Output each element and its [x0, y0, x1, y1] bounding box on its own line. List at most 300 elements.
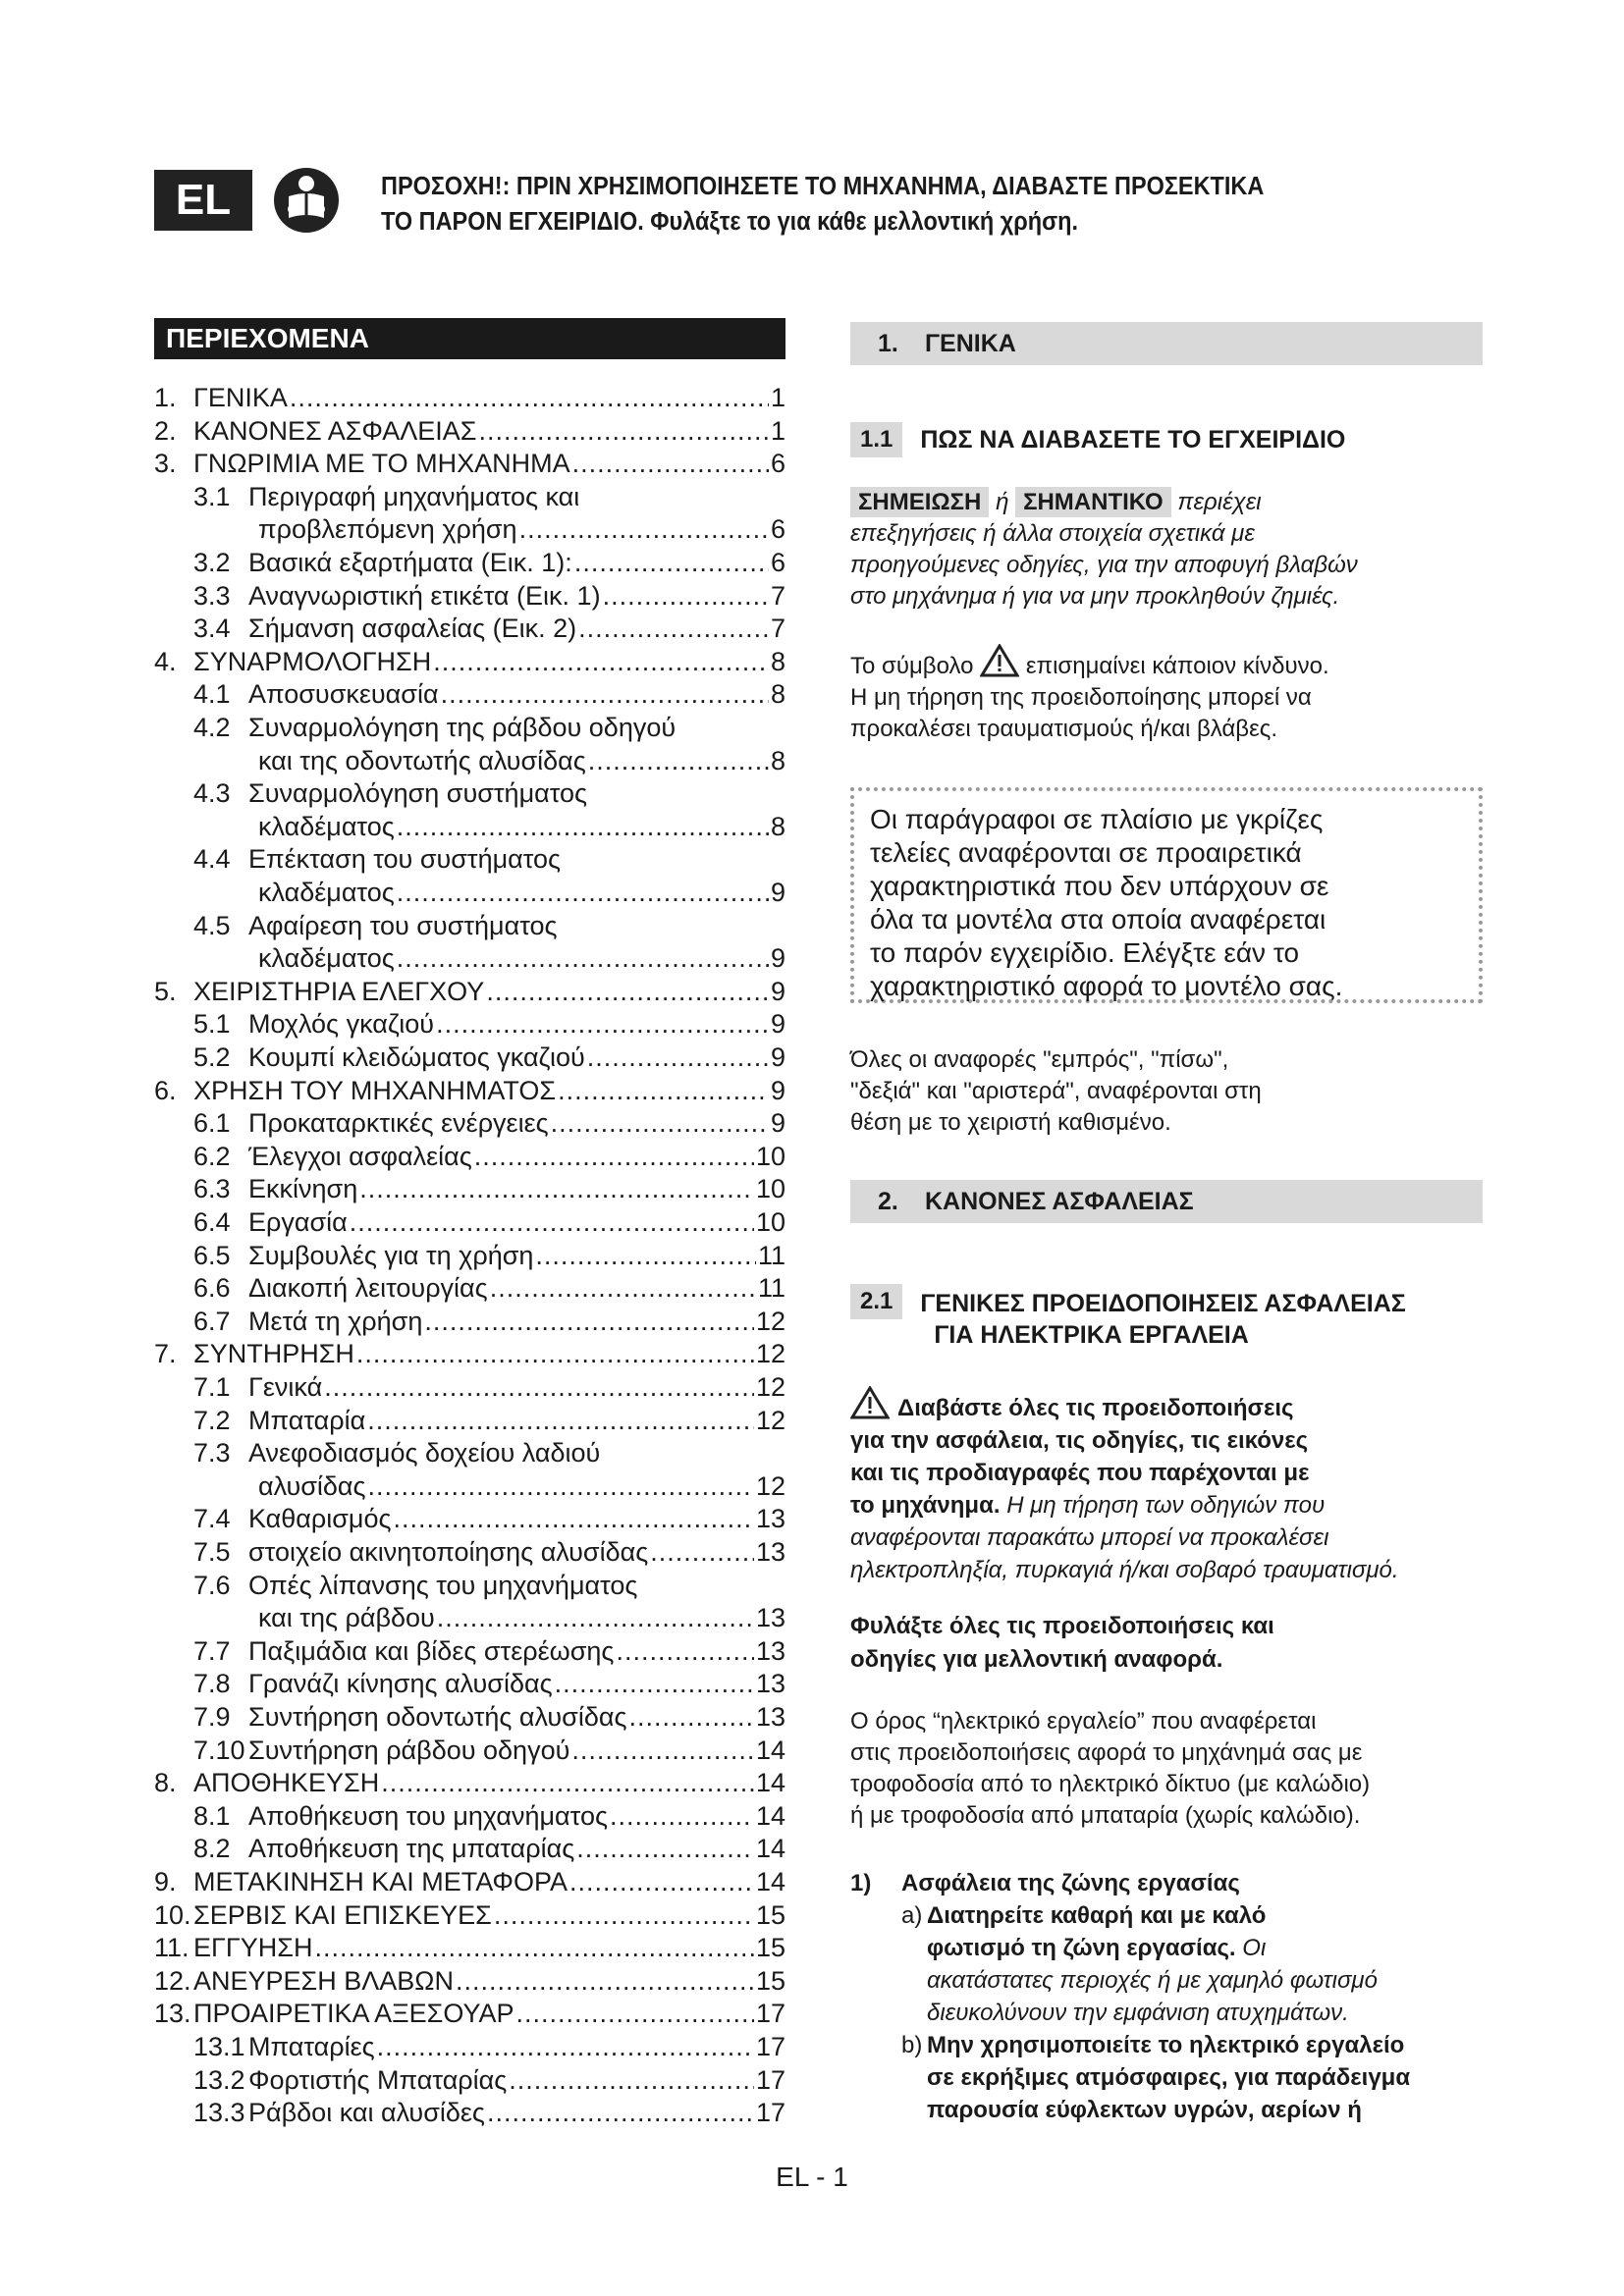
toc-text: Αφαίρεση του συστήματος: [248, 910, 558, 940]
toc-text: Περιγραφή μηχανήματος και: [248, 481, 580, 511]
subsection-title-line: ΓΕΝΙΚΕΣ ΠΡΟΕΙΔΟΠΟΙΗΣΕΙΣ ΑΣΦΑΛΕΙΑΣ: [920, 1290, 1406, 1317]
toc-text: Παξιμάδια και βίδες στερέωσης: [248, 1635, 615, 1666]
toc-line: [193, 1502, 785, 1535]
toc-number: 4.3: [193, 778, 231, 809]
toc-line: [154, 1074, 785, 1107]
toc-leader-dots: [616, 1634, 754, 1668]
toc-page-number: 14: [755, 1834, 785, 1864]
orientation-line: "δεξιά" και "αριστερά", αναφέρονται στη: [850, 1078, 1262, 1104]
toc-number: 3.4: [193, 614, 231, 644]
toc-line: [193, 842, 785, 876]
toc-number: 6.6: [193, 1273, 231, 1304]
toc-text: ΧΕΙΡΙΣΤΗΡΙΑ ΕΛΕΓΧΟΥ: [193, 976, 485, 1006]
toc-line: [154, 1931, 785, 1964]
toc-page-number: 6: [770, 514, 785, 545]
warning-line: για την ασφάλεια, τις οδηγίες, τις εικόνες: [850, 1427, 1309, 1454]
toc-leader-dots: [587, 1041, 769, 1074]
toc-number: 13.1: [193, 2032, 245, 2061]
toc-number: 2.: [154, 415, 177, 446]
toc-leader-dots: [397, 941, 769, 975]
toc-text: Συντήρηση οδοντωτής αλυσίδας: [248, 1702, 627, 1732]
toc-line: [193, 1634, 785, 1668]
toc-line: [193, 579, 785, 613]
toc-line: [193, 1404, 785, 1437]
warning-triangle-icon: [850, 1386, 890, 1419]
toc-number: 6.2: [193, 1141, 231, 1171]
toc-text: Έλεγχοι ασφαλείας: [248, 1141, 472, 1171]
toc-line: [193, 512, 785, 546]
toc-leader-dots: [578, 612, 769, 645]
box-line: χαρακτηριστικό αφορά το μοντέλο σας.: [870, 971, 1343, 1001]
toc-line: [193, 711, 785, 744]
optional-features-box: [850, 787, 1483, 1003]
toc-line: [193, 546, 785, 579]
toc-leader-dots: [394, 1502, 754, 1535]
toc-line: [193, 1700, 785, 1734]
toc-text: ΧΡΗΣΗ ΤΟΥ ΜΗΧΑΝΗΜΑΤΟΣ: [193, 1075, 557, 1105]
toc-text: προβλεπόμενη χρήση: [258, 514, 517, 545]
subsection-1-1-heading: [850, 422, 1345, 457]
language-badge: EL: [154, 170, 252, 231]
toc-number: 13.3: [193, 2098, 245, 2128]
toc-text: Μετά τη χρήση: [248, 1306, 423, 1336]
toc-page-number: 11: [757, 1240, 785, 1270]
toc-leader-dots: [381, 1766, 754, 1799]
toc-number: 10.: [154, 1899, 191, 1930]
toc-text: κλαδέματος: [258, 943, 395, 974]
toc-line: [154, 447, 785, 480]
general-warning-paragraph: [850, 1386, 1489, 1586]
toc-page-number: 15: [755, 1933, 785, 1963]
toc-page-number: 14: [755, 1768, 785, 1798]
term-line: στις προειδοποιήσεις αφορά το μηχάνημά σας με: [850, 1739, 1363, 1766]
toc-line: [193, 876, 785, 909]
toc-line: [193, 1205, 785, 1239]
toc-page-number: 1: [770, 415, 785, 446]
toc-number: 6.1: [193, 1108, 231, 1139]
toc-line: [193, 1370, 785, 1404]
toc-leader-dots: [314, 1931, 754, 1964]
keep-line: οδηγίες για μελλοντική αναφορά.: [850, 1646, 1223, 1673]
toc-line: [193, 1271, 785, 1305]
toc-text: Εκκίνηση: [248, 1174, 358, 1204]
power-tool-term-paragraph: [850, 1706, 1489, 1832]
toc-page-number: 13: [755, 1504, 785, 1534]
orientation-line: θέση με το χειριστή καθισμένο.: [850, 1109, 1171, 1136]
toc-page-number: 17: [755, 1999, 785, 2029]
toc-number: 5.1: [193, 1009, 231, 1040]
toc-text: ΕΓΓΥΗΣΗ: [193, 1933, 313, 1963]
toc-leader-dots: [433, 645, 769, 678]
toc-line: [193, 2096, 785, 2129]
toc-leader-dots: [509, 2063, 754, 2097]
toc-number: 7.7: [193, 1635, 231, 1666]
item-a-line: ακατάστατες περιοχές ή με χαμηλό φωτισμό: [927, 1967, 1378, 1994]
term-line: τροφοδοσία από το ηλεκτρικό δίκτυο (με καλώδιο): [850, 1771, 1371, 1797]
toc-leader-dots: [397, 810, 769, 843]
toc-line: [154, 975, 785, 1008]
toc-text: Αναγνωριστική ετικέτα (Εικ. 1): [248, 580, 601, 611]
toc-number: 7.1: [193, 1372, 231, 1402]
toc-number: 12.: [154, 1965, 191, 1996]
toc-line: [193, 2063, 785, 2097]
toc-page-number: 9: [770, 1042, 785, 1072]
toc-text: Αποθήκευση της μπαταρίας: [248, 1834, 575, 1864]
work-area-safety: [850, 1867, 1489, 2126]
toc-page-number: 11: [757, 1273, 785, 1304]
toc-text: ΠΡΟΑΙΡΕΤΙΚΑ ΑΞΕΣΟΥΑΡ: [193, 1999, 514, 2029]
toc-number: 8.2: [193, 1834, 231, 1864]
symbol-text: προκαλέσει τραυματισμούς ή/και βλάβες.: [850, 716, 1277, 742]
toc-text: Συναρμολόγηση συστήματος: [248, 778, 588, 809]
toc-text: Ανεφοδιασμός δοχείου λαδιού: [248, 1438, 601, 1468]
toc-page-number: 9: [770, 878, 785, 907]
toc-leader-dots: [558, 1074, 769, 1107]
toc-number: 4.5: [193, 910, 231, 940]
toc-line: [193, 1140, 785, 1173]
toc-line: [193, 1469, 785, 1503]
toc-text: Μπαταρία: [248, 1405, 366, 1435]
toc-page-number: 10: [755, 1174, 785, 1204]
toc-text: Ράβδοι και αλυσίδες: [248, 2098, 485, 2128]
item-number: 1): [850, 1870, 872, 1896]
toc-number: 13.2: [193, 2064, 245, 2095]
toc-leader-dots: [436, 1007, 769, 1041]
item-b-line: Μην χρησιμοποιείτε το ηλεκτρικό εργαλείο: [927, 2032, 1405, 2058]
toc-leader-dots: [356, 1337, 754, 1370]
toc-page-number: 7: [770, 580, 785, 611]
section-number: 2.: [878, 1187, 898, 1215]
toc-page-number: 12: [755, 1372, 785, 1402]
warning-line: και τις προδιαγραφές που παρέχονται με: [850, 1460, 1310, 1486]
toc-leader-dots: [367, 1404, 754, 1437]
toc-number: 7.2: [193, 1405, 231, 1435]
header-warning-line1: ΠΡΟΣΟΧΗ!: ΠΡΙΝ ΧΡΗΣΙΜΟΠΟΙΗΣΕΤΕ ΤΟ ΜΗΧΑΝΗΜΑ, ΔΙΑΒΑΣΤΕ ΠΡΟΣΕΚΤΙΚΑ: [381, 173, 1265, 200]
box-line: όλα τα μοντέλα στα οποία αναφέρεται: [870, 904, 1326, 934]
toc-page-number: 8: [770, 646, 785, 676]
toc-text: ΓΕΝΙΚΑ: [193, 383, 288, 412]
item-label: a): [901, 1902, 923, 1929]
note-line: προηγούμενες οδηγίες, για την αποφυγή βλαβών: [850, 552, 1358, 578]
toc-line: [154, 645, 785, 678]
toc-number: 7.: [154, 1339, 177, 1369]
warning-line: Διαβάστε όλες τις προειδοποιήσεις: [897, 1395, 1294, 1421]
toc-number: 6.3: [193, 1174, 231, 1204]
toc-title: ΠΕΡΙΕΧΟΜΕΝΑ: [154, 318, 785, 359]
toc-text: αλυσίδας: [258, 1470, 366, 1501]
note-line: περιέχει: [1177, 489, 1262, 515]
or-word: ή: [996, 489, 1009, 515]
toc-leader-dots: [610, 1799, 754, 1833]
note-line: επεξηγήσεις ή άλλα στοιχεία σχετικά με: [850, 520, 1255, 547]
symbol-text: Η μη τήρηση της προειδοποίησης μπορεί να: [850, 684, 1312, 711]
toc-leader-dots: [603, 579, 769, 613]
toc-number: 4.: [154, 646, 177, 676]
item-a-line: Διατηρείτε καθαρή και με καλό: [927, 1902, 1267, 1929]
item-b-line: σε εκρήξιμες ατμόσφαιρες, για παράδειγμα: [927, 2064, 1411, 2091]
section-number: 1.: [878, 329, 898, 357]
toc-leader-dots: [551, 1106, 769, 1140]
toc-leader-dots: [456, 1964, 754, 1998]
toc-text: ΣΥΝΑΡΜΟΛΟΓΗΣΗ: [193, 646, 432, 676]
toc-leader-dots: [535, 1239, 756, 1272]
toc-text: Μοχλός γκαζιού: [248, 1009, 435, 1040]
toc-number: 7.6: [193, 1570, 231, 1600]
toc-text: ΣΥΝΤΗΡΗΣΗ: [193, 1339, 354, 1369]
toc-number: 8.: [154, 1768, 177, 1798]
toc-line: [193, 1734, 785, 1767]
toc-page-number: 9: [770, 1108, 785, 1139]
toc-text: Συμβουλές για τη χρήση: [248, 1240, 534, 1270]
toc-text: ΑΠΟΘΗΚΕΥΣΗ: [193, 1768, 380, 1798]
toc-leader-dots: [574, 546, 769, 579]
toc-leader-dots: [588, 744, 769, 777]
toc-leader-dots: [359, 1172, 754, 1205]
toc-number: 6.: [154, 1075, 177, 1105]
toc-leader-dots: [650, 1535, 754, 1569]
toc-leader-dots: [519, 512, 769, 546]
toc-page-number: 9: [770, 976, 785, 1006]
toc-page-number: 6: [770, 548, 785, 577]
toc-line: [193, 1535, 785, 1569]
toc-page-number: 17: [755, 2032, 785, 2061]
box-line: χαρακτηριστικά που δεν υπάρχουν σε: [870, 871, 1329, 901]
toc-line: [193, 480, 785, 513]
toc-page-number: 10: [755, 1207, 785, 1237]
toc-number: 3.: [154, 449, 177, 479]
toc-line: [193, 612, 785, 645]
toc-text: Αποθήκευση του μηχανήματος: [248, 1800, 608, 1831]
toc-number: 6.4: [193, 1207, 231, 1237]
toc-number: 5.: [154, 976, 177, 1006]
subsection-number: 1.1: [850, 422, 902, 457]
toc-number: 7.5: [193, 1537, 231, 1567]
keep-instructions-paragraph: [850, 1610, 1489, 1677]
box-line: το παρόν εγχειρίδιο. Ελέγξτε εάν το: [870, 937, 1300, 968]
toc-page-number: 8: [770, 679, 785, 710]
toc-page-number: 13: [755, 1702, 785, 1732]
toc-number: 7.9: [193, 1702, 231, 1732]
toc-line: [154, 1337, 785, 1370]
toc-page-number: 7: [770, 614, 785, 644]
toc-text: Διακοπή λειτουργίας: [248, 1273, 488, 1304]
toc-line: [193, 1667, 785, 1700]
warning-line: Η μη τήρηση των οδηγιών που: [1006, 1492, 1326, 1519]
toc-line: [193, 1007, 785, 1041]
toc-leader-dots: [377, 2030, 754, 2063]
warning-triangle-icon: [980, 644, 1019, 677]
toc-line: [193, 1436, 785, 1469]
subsection-title: ΠΩΣ ΝΑ ΔΙΑΒΑΣΕΤΕ ΤΟ ΕΓΧΕΙΡΙΔΙΟ: [920, 426, 1346, 454]
toc-number: 3.1: [193, 481, 231, 511]
toc-page-number: 12: [755, 1339, 785, 1369]
toc-number: 5.2: [193, 1042, 231, 1072]
toc-line: [154, 1964, 785, 1998]
term-line: Ο όρος “ηλεκτρικό εργαλείο” που αναφέρεται: [850, 1708, 1317, 1735]
toc-text: Καθαρισμός: [248, 1504, 392, 1534]
subsection-title: [920, 1284, 1405, 1351]
toc-leader-dots: [576, 1832, 754, 1865]
toc-page-number: 6: [770, 449, 785, 479]
toc-line: [154, 1865, 785, 1898]
toc-leader-dots: [569, 1865, 754, 1898]
subsection-2-1-heading: [850, 1284, 1406, 1351]
toc-leader-dots: [290, 381, 769, 414]
toc-number: 7.4: [193, 1504, 231, 1534]
toc-line: [193, 1832, 785, 1865]
toc-line: [193, 744, 785, 777]
section-title: ΚΑΝΟΝΕΣ ΑΣΦΑΛΕΙΑΣ: [925, 1187, 1194, 1215]
toc-page-number: 10: [755, 1141, 785, 1171]
header-warning-line2: ΤΟ ΠΑΡΟΝ ΕΓΧΕΙΡΙΔΙΟ. Φυλάξτε το για κάθε μελλοντική χρήση.: [381, 208, 1079, 236]
toc-text: κλαδέματος: [258, 878, 395, 907]
item-a-line: φωτισμό τη ζώνη εργασίας.: [927, 1935, 1236, 1961]
note-line: στο μηχάνημα ή για να μην προκληθούν ζημιές.: [850, 583, 1340, 610]
box-line: τελείες αναφέρονται σε προαιρετικά: [870, 837, 1302, 868]
subsection-number: 2.1: [850, 1284, 902, 1319]
section-2-heading: [850, 1180, 1483, 1223]
toc-number: 3.3: [193, 580, 231, 611]
toc-leader-dots: [572, 447, 769, 480]
toc-line: [193, 1601, 785, 1634]
toc-page-number: 12: [755, 1306, 785, 1336]
toc-page-number: 13: [755, 1669, 785, 1699]
toc-leader-dots: [516, 1997, 754, 2030]
box-line: Οι παράγραφοι σε πλαίσιο με γκρίζες: [870, 804, 1324, 834]
toc-text: Σήμανση ασφαλείας (Εικ. 2): [248, 614, 577, 644]
toc-text: κλαδέματος: [258, 811, 395, 841]
warning-line: αναφέρονται παρακάτω μπορεί να προκαλέσει: [850, 1524, 1329, 1551]
toc-line: [193, 1172, 785, 1205]
toc-text: Γενικά: [248, 1372, 323, 1402]
toc-number: 7.10: [193, 1735, 245, 1765]
toc-page-number: 14: [755, 1800, 785, 1831]
symbol-text: Το σύμβολο: [850, 653, 974, 679]
toc-line: [193, 1569, 785, 1602]
toc-leader-dots: [350, 1205, 754, 1239]
toc-page-number: 17: [755, 2098, 785, 2128]
toc-line: [154, 381, 785, 414]
toc-leader-dots: [490, 1271, 756, 1305]
subsection-title-line: ΓΙΑ ΗΛΕΚΤΡΙΚΑ ΕΡΓΑΛΕΙΑ: [934, 1321, 1249, 1349]
toc-number: 11.: [154, 1933, 189, 1963]
toc-text: Βασικά εξαρτήματα (Εικ. 1):: [248, 548, 572, 577]
toc-page-number: 13: [755, 1537, 785, 1567]
toc-leader-dots: [397, 876, 769, 909]
toc-number: 6.7: [193, 1306, 231, 1336]
note-paragraph: [850, 487, 1489, 613]
toc-line: [193, 776, 785, 810]
toc-page-number: 9: [770, 1009, 785, 1040]
toc-text: και της οδοντωτής αλυσίδας: [258, 745, 586, 775]
term-line: ή με τροφοδοσία από μπαταρία (χωρίς καλώδιο).: [850, 1802, 1361, 1829]
toc-number: 6.5: [193, 1240, 231, 1270]
toc-page-number: 9: [770, 1075, 785, 1105]
toc-line: [193, 1106, 785, 1140]
toc-text: ΑΝΕΥΡΕΣΗ ΒΛΑΒΩΝ: [193, 1965, 454, 1996]
toc-number: 7.8: [193, 1669, 231, 1699]
toc-page-number: 15: [755, 1899, 785, 1930]
toc-text: στοιχείο ακινητοποίησης αλυσίδας: [248, 1537, 649, 1567]
item-a-line: Οι: [1242, 1935, 1267, 1961]
toc-leader-dots: [478, 414, 769, 448]
toc-text: Μπαταρίες: [248, 2032, 375, 2061]
toc-line: [193, 2030, 785, 2063]
toc-page-number: 12: [755, 1470, 785, 1501]
note-tag: ΣΗΜΕΙΩΣΗ: [850, 487, 989, 517]
item-b-line: παρουσία εύφλεκτων υγρών, αερίων ή: [927, 2097, 1362, 2123]
toc-line: [193, 810, 785, 843]
toc-number: 9.: [154, 1867, 177, 1896]
toc-line: [193, 1041, 785, 1074]
keep-line: Φυλάξτε όλες τις προειδοποιήσεις και: [850, 1613, 1274, 1639]
item-title: Ασφάλεια της ζώνης εργασίας: [901, 1870, 1240, 1896]
toc-leader-dots: [555, 1667, 754, 1700]
toc-line: [193, 909, 785, 942]
toc-page-number: 8: [770, 811, 785, 841]
toc-page-number: 14: [755, 1735, 785, 1765]
toc-page-number: 17: [755, 2064, 785, 2095]
toc-leader-dots: [441, 677, 769, 711]
toc-text: Εργασία: [248, 1207, 348, 1237]
toc-text: ΜΕΤΑΚΙΝΗΣΗ ΚΑΙ ΜΕΤΑΦΟΡΑ: [193, 1867, 568, 1896]
symbol-text: επισημαίνει κάποιον κίνδυνο.: [1025, 653, 1329, 679]
toc-line: [154, 414, 785, 448]
read-manual-icon: [273, 167, 340, 234]
toc-leader-dots: [494, 1898, 754, 1932]
toc-line: [193, 1305, 785, 1338]
toc-number: 1.: [154, 383, 177, 412]
toc-page-number: 9: [770, 943, 785, 974]
toc-leader-dots: [487, 2096, 754, 2129]
toc-leader-dots: [486, 975, 769, 1008]
toc-line: [154, 1898, 785, 1932]
toc-text: Προκαταρκτικές ενέργειες: [248, 1108, 549, 1139]
toc-page-number: 8: [770, 745, 785, 775]
toc-text: Συντήρηση ράβδου οδηγού: [248, 1735, 570, 1765]
toc-leader-dots: [571, 1734, 754, 1767]
toc-leader-dots: [424, 1305, 754, 1338]
toc-number: 7.3: [193, 1438, 231, 1468]
toc-leader-dots: [474, 1140, 754, 1173]
toc-text: Γρανάζι κίνησης αλυσίδας: [248, 1669, 553, 1699]
toc-number: 4.1: [193, 679, 231, 710]
toc-line: [193, 1239, 785, 1272]
toc-text: Συναρμολόγηση της ράβδου οδηγού: [248, 713, 677, 742]
toc-text: Αποσυσκευασία: [248, 679, 439, 710]
toc-number: 13.: [154, 1999, 191, 2029]
page-number: EL - 1: [776, 2162, 848, 2192]
toc-page-number: 13: [755, 1603, 785, 1633]
toc-line: [154, 1997, 785, 2030]
toc-line: [193, 677, 785, 711]
toc-number: 8.1: [193, 1800, 231, 1831]
toc-leader-dots: [437, 1601, 754, 1634]
toc-line: [193, 941, 785, 975]
orientation-line: Όλες οι αναφορές "εμπρός", "πίσω",: [850, 1046, 1229, 1073]
warning-line: το μηχάνημα.: [850, 1492, 1001, 1519]
toc-page-number: 15: [755, 1965, 785, 1996]
item-label: b): [901, 2032, 923, 2058]
toc-number: 4.2: [193, 713, 231, 742]
toc-leader-dots: [368, 1469, 754, 1503]
toc-text: ΓΝΩΡΙΜΙΑ ΜΕ ΤΟ ΜΗΧΑΝΗΜΑ: [193, 449, 570, 479]
toc-text: Επέκταση του συστήματος: [248, 844, 562, 875]
section-title: ΓΕΝΙΚΑ: [925, 329, 1016, 357]
header-warning: [381, 169, 1329, 240]
toc-line: [193, 1799, 785, 1833]
important-tag: ΣΗΜΑΝΤΙΚΟ: [1015, 487, 1171, 517]
